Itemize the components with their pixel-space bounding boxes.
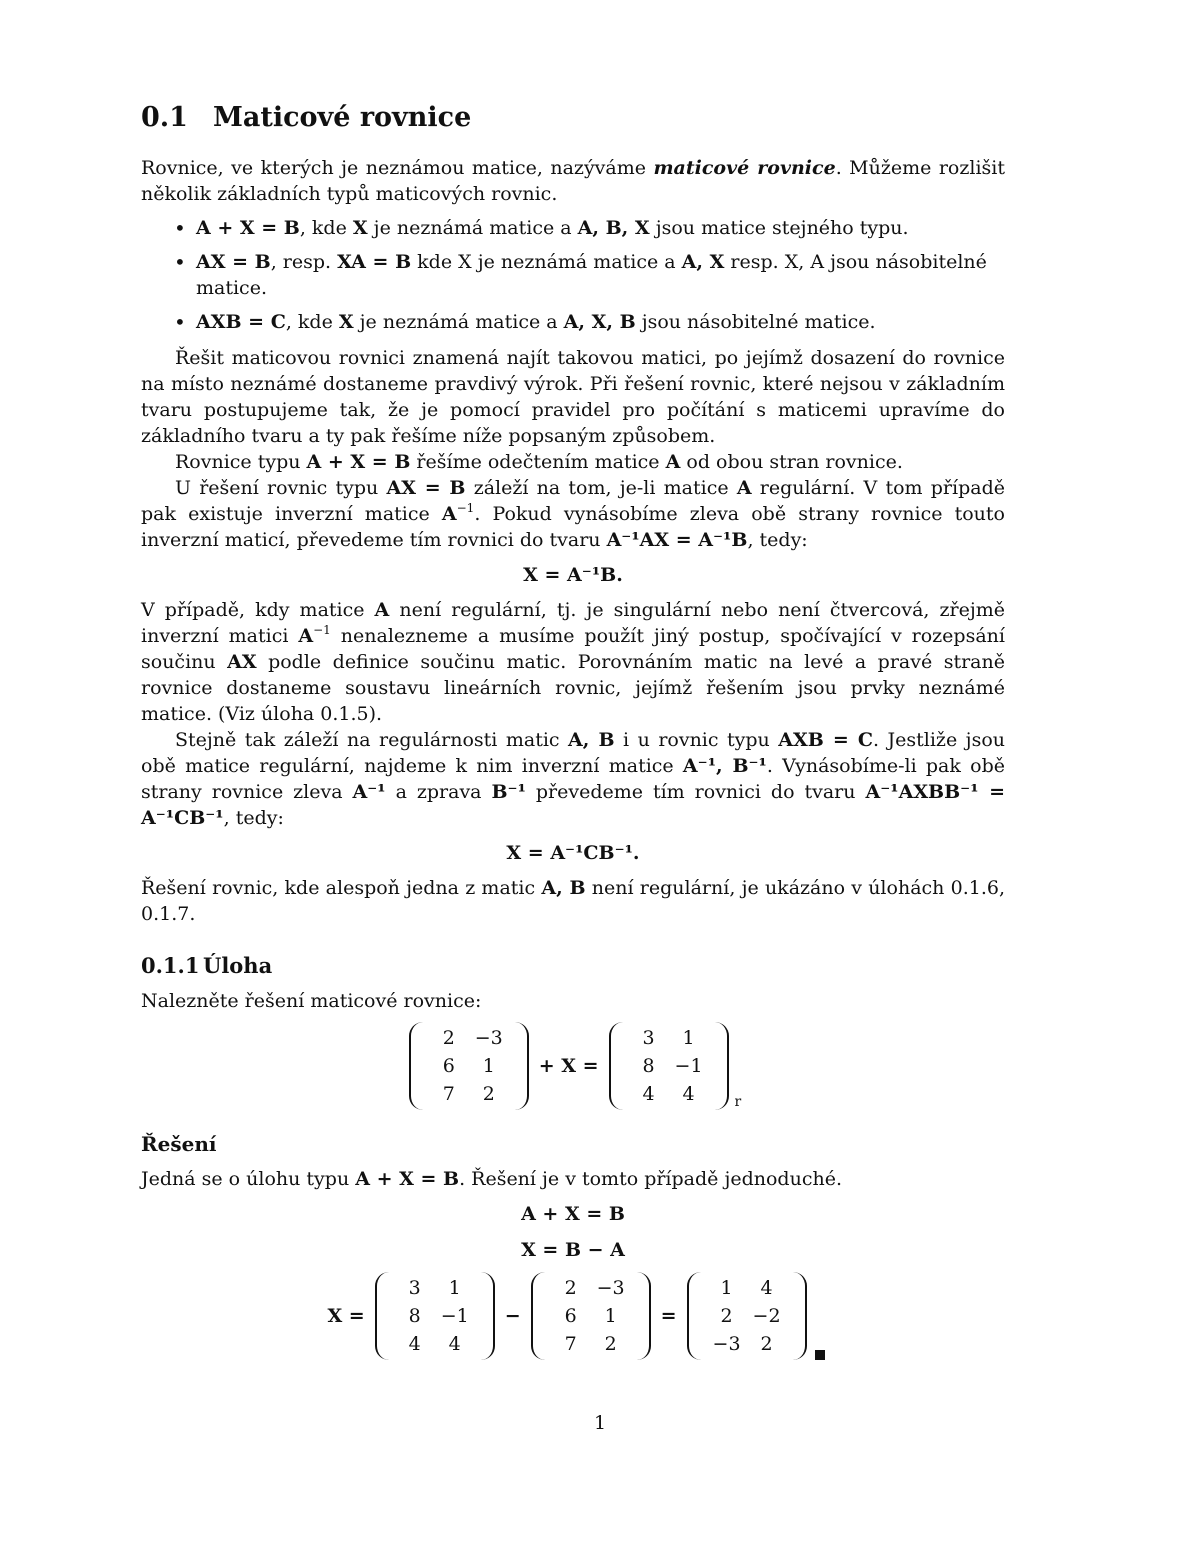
matrix-cell: 6 bbox=[564, 1305, 577, 1328]
text: U řešení rovnic typu bbox=[175, 477, 387, 500]
paragraph-left-multiplication bbox=[141, 475, 1005, 553]
left-paren bbox=[409, 1022, 425, 1110]
matrix-cell: 8 bbox=[642, 1055, 655, 1078]
solution-equation bbox=[141, 1272, 1005, 1360]
list-eq: AXB = C bbox=[196, 311, 286, 334]
text: Řešení rovnic, kde alespoň jedna z matic bbox=[141, 877, 542, 900]
list-rest: je neznámá matice a bbox=[353, 311, 564, 334]
right-paren bbox=[513, 1022, 529, 1110]
paragraph-addition bbox=[141, 449, 1005, 475]
matrix-cell: 2 bbox=[482, 1083, 495, 1106]
list-text: , resp. bbox=[270, 251, 338, 274]
solution-intro bbox=[141, 1166, 1005, 1192]
text: , tedy: bbox=[747, 529, 808, 552]
inverse-exponent: −1 bbox=[313, 623, 331, 638]
matrix-cell: −3 bbox=[474, 1027, 503, 1050]
inline-var: A⁻¹, B⁻¹ bbox=[682, 755, 767, 778]
list-x: X bbox=[338, 311, 354, 334]
intro-paragraph bbox=[141, 155, 1005, 207]
paragraph-singular bbox=[141, 597, 1005, 727]
matrix-cell: −2 bbox=[752, 1305, 781, 1328]
text: regulární. V tom případě pak existuje inverzní matice bbox=[141, 477, 1005, 526]
text: převedeme tím rovnici do tvaru bbox=[525, 781, 866, 804]
right-paren bbox=[479, 1272, 495, 1360]
inline-eq: AXB = C bbox=[778, 729, 873, 752]
inline-eq: A⁻¹AX = A⁻¹B bbox=[606, 529, 748, 552]
text: , tedy: bbox=[223, 807, 284, 830]
text: Stejně tak záleží na regulárnosti matic bbox=[175, 729, 569, 752]
text: . Jestliže jsou obě matice regulární, najdeme k nim inverzní matice bbox=[141, 729, 1005, 778]
solution-heading: Řešení bbox=[141, 1132, 217, 1157]
section-heading bbox=[141, 100, 1005, 135]
list-rest: je neznámá matice a bbox=[367, 217, 578, 240]
list-rest: kde X je neznámá matice a bbox=[411, 251, 682, 274]
inline-eq: A + X = B bbox=[355, 1168, 460, 1191]
paragraph-references bbox=[141, 875, 1005, 927]
text: . Vynásobíme-li pak obě strany rovnice zleva bbox=[141, 755, 1005, 804]
text: . Pokud vynásobíme zleva obě strany rovnice touto inverzní maticí, převedeme tím rovnici do tvaru bbox=[141, 503, 1005, 552]
task-number: 0.1.1 bbox=[141, 953, 200, 979]
inline-var: A bbox=[298, 625, 314, 648]
text: podle definice součinu matic. Porovnáním matic na levé a pravé straně rovnice dostaneme soustavu lineárních rovnic, jejímž řešením jsou prvky neznámé matice. (Viz úloha 0.1.5). bbox=[141, 651, 1005, 726]
matrix-a bbox=[531, 1272, 651, 1360]
inline-eq: A⁻¹AXBB⁻¹ = A⁻¹CB⁻¹ bbox=[141, 781, 1005, 830]
list-eq: AX = B bbox=[196, 251, 271, 274]
list-item bbox=[196, 309, 1005, 335]
text: nenalezneme a musíme použít jiný postup, spočívající v rozepsání součinu bbox=[141, 625, 1005, 674]
matrix-cell: 4 bbox=[448, 1333, 461, 1356]
text: záleží na tom, je-li matice bbox=[465, 477, 737, 500]
matrix-cell: 7 bbox=[442, 1083, 455, 1106]
paragraph-axb bbox=[141, 727, 1005, 831]
left-paren bbox=[375, 1272, 391, 1360]
list-end: jsou násobitelné matice. bbox=[635, 311, 876, 334]
text: a zprava bbox=[385, 781, 492, 804]
qed-square-icon bbox=[815, 1350, 825, 1360]
paragraph-definition: Řešit maticovou rovnici znamená najít takovou matici, po jejímž dosazení do rovnice na místo neznámé dostaneme pravdivý výrok. Při řešení rovnic, které nejsou v základním tvaru postupujeme tak, že je pomocí pravidel pro počítání s maticemi upravíme do základního tvaru a ty pak řešíme níže popsaným způsobem. bbox=[141, 347, 1005, 448]
text: . Řešení je v tomto případě jednoduché. bbox=[459, 1168, 842, 1191]
matrix-cell: 1 bbox=[448, 1277, 461, 1300]
list-item bbox=[196, 215, 1005, 241]
inline-var: A bbox=[374, 599, 390, 622]
matrix-cell: 1 bbox=[720, 1277, 733, 1300]
inline-var: A, B bbox=[541, 877, 586, 900]
task-end-mark: r bbox=[734, 1094, 742, 1111]
inline-var: AX bbox=[227, 651, 257, 674]
operator: + X = bbox=[538, 1055, 599, 1078]
right-paren bbox=[713, 1022, 729, 1110]
matrix-cell: 3 bbox=[408, 1277, 421, 1300]
matrix-cell: −1 bbox=[440, 1305, 469, 1328]
task-equation bbox=[141, 1022, 1005, 1110]
document-page bbox=[141, 100, 1005, 1368]
list-eq: A + X = B bbox=[196, 217, 300, 240]
matrix-cell: 2 bbox=[442, 1027, 455, 1050]
inline-var: A bbox=[441, 503, 457, 526]
left-paren bbox=[687, 1272, 703, 1360]
inline-eq: AX = B bbox=[386, 477, 466, 500]
matrix-cell: 2 bbox=[720, 1305, 733, 1328]
page-number: 1 bbox=[593, 1412, 607, 1434]
list-x: XA = B bbox=[337, 251, 412, 274]
matrix-cell: 8 bbox=[408, 1305, 421, 1328]
matrix-cell: 4 bbox=[682, 1083, 695, 1106]
intro-term: maticové rovnice bbox=[653, 157, 836, 180]
list-vars: A, X bbox=[681, 251, 725, 274]
list-end: jsou matice stejného typu. bbox=[649, 217, 909, 240]
inline-var: B⁻¹ bbox=[491, 781, 526, 804]
solution-line-2: X = B − A bbox=[521, 1239, 625, 1262]
right-paren bbox=[791, 1272, 807, 1360]
list-x: X bbox=[352, 217, 368, 240]
intro-text-end: . Můžeme rozlišit několik základních typů maticových rovnic. bbox=[141, 157, 1005, 206]
list-vars: A, B, X bbox=[577, 217, 650, 240]
inline-eq: A + X = B bbox=[306, 451, 411, 474]
matrix-cell: 2 bbox=[604, 1333, 617, 1356]
task-title: Úloha bbox=[203, 953, 273, 979]
section-title: Maticové rovnice bbox=[213, 102, 472, 133]
inline-var: A bbox=[736, 477, 752, 500]
inverse-exponent: −1 bbox=[456, 501, 475, 516]
matrix-b bbox=[375, 1272, 495, 1360]
inline-var: A bbox=[665, 451, 681, 474]
matrix-cell: 3 bbox=[642, 1027, 655, 1050]
matrix-cell: 2 bbox=[760, 1333, 773, 1356]
matrix-cell: −3 bbox=[596, 1277, 625, 1300]
matrix-b bbox=[609, 1022, 729, 1110]
text: Jedná se o úlohu typu bbox=[141, 1168, 356, 1191]
task-prompt: Nalezněte řešení maticové rovnice: bbox=[141, 990, 482, 1013]
matrix-cell: −3 bbox=[712, 1333, 741, 1356]
text: není regulární, je ukázáno v úlohách 0.1.6, 0.1.7. bbox=[141, 877, 1005, 926]
matrix-cell: 2 bbox=[564, 1277, 577, 1300]
matrix-a bbox=[409, 1022, 529, 1110]
matrix-cell: 4 bbox=[760, 1277, 773, 1300]
text: od obou stran rovnice. bbox=[680, 451, 903, 474]
matrix-cell: 4 bbox=[408, 1333, 421, 1356]
matrix-cell: 1 bbox=[604, 1305, 617, 1328]
operator: X = bbox=[327, 1305, 365, 1328]
display-equation-2: X = A⁻¹CB⁻¹. bbox=[506, 842, 640, 865]
text: není regulární, tj. je singulární nebo není čtvercová, zřejmě inverzní matici bbox=[141, 599, 1005, 648]
matrix-cell: 4 bbox=[642, 1083, 655, 1106]
text: V případě, kdy matice bbox=[141, 599, 375, 622]
matrix-cell: 1 bbox=[682, 1027, 695, 1050]
matrix-result bbox=[687, 1272, 807, 1360]
inline-var: A⁻¹ bbox=[352, 781, 386, 804]
matrix-cell: −1 bbox=[674, 1055, 703, 1078]
list-text: , kde bbox=[285, 311, 339, 334]
list-end: resp. X, A jsou násobitelné matice. bbox=[196, 251, 987, 300]
list-text: , kde bbox=[299, 217, 353, 240]
operator: − bbox=[504, 1305, 521, 1328]
solution-line-1: A + X = B bbox=[521, 1203, 625, 1226]
left-paren bbox=[531, 1272, 547, 1360]
operator: = bbox=[660, 1305, 677, 1328]
intro-text: Rovnice, ve kterých je neznámou matice, nazýváme bbox=[141, 157, 654, 180]
task-heading bbox=[141, 953, 1005, 978]
display-equation-1: X = A⁻¹B. bbox=[523, 564, 623, 587]
section-number: 0.1 bbox=[141, 102, 188, 133]
left-paren bbox=[609, 1022, 625, 1110]
text: Rovnice typu bbox=[175, 451, 307, 474]
list-item bbox=[196, 249, 1005, 301]
text: řešíme odečtením matice bbox=[410, 451, 666, 474]
equation-types-list bbox=[141, 215, 1005, 335]
matrix-cell: 7 bbox=[564, 1333, 577, 1356]
matrix-cell: 1 bbox=[482, 1055, 495, 1078]
inline-var: A, B bbox=[568, 729, 615, 752]
right-paren bbox=[635, 1272, 651, 1360]
list-vars: A, X, B bbox=[563, 311, 636, 334]
matrix-cell: 6 bbox=[442, 1055, 455, 1078]
text: i u rovnic typu bbox=[614, 729, 779, 752]
